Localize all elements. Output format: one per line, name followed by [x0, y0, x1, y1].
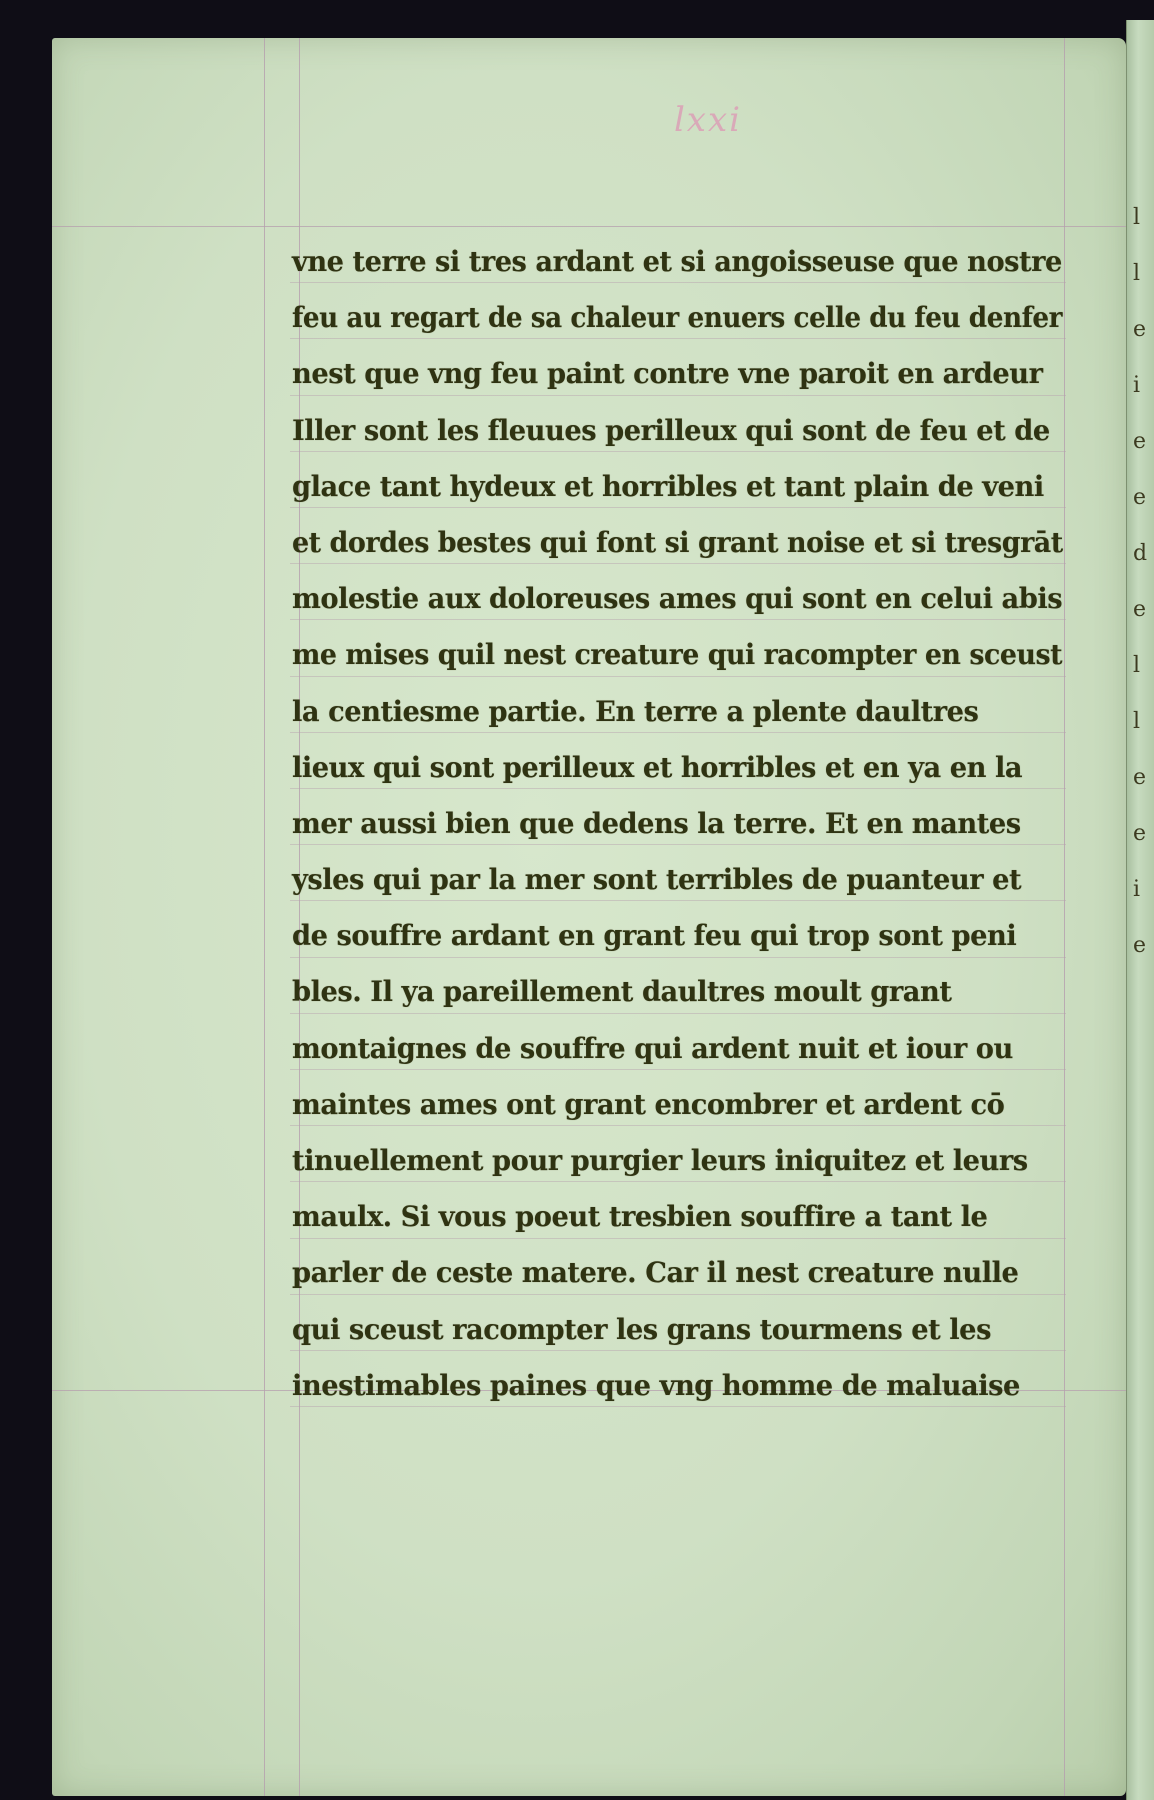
text-line: parler de ceste matere. Car il nest creature nulle	[292, 1256, 1019, 1290]
text-line: bles. Il ya pareillement daultres moult grant	[292, 975, 952, 1009]
text-line: molestie aux doloreuses ames qui sont en celui abis	[292, 582, 1063, 616]
text-line: la centiesme partie. En terre a plente daultres	[292, 694, 979, 728]
text-line: me mises quil nest creature qui racompter en sceust	[292, 638, 1063, 672]
text-line: nest que vng feu paint contre vne paroit en ardeur	[292, 357, 1043, 391]
adjacent-leaf-text: lleieedelleeie	[1133, 205, 1150, 958]
text-line: lieux qui sont perilleux et horribles et en ya en la	[292, 750, 1023, 784]
text-line: de souffre ardant en grant feu qui trop sont peni	[292, 919, 1017, 953]
ruling-left-outer	[264, 38, 265, 1796]
text-line: et dordes bestes qui font si grant noise et si tresgrāt	[292, 525, 1063, 559]
text-line: mer aussi bien que dedens la terre. Et en mantes	[292, 806, 1021, 840]
adjacent-leaf-edge	[1126, 20, 1154, 1800]
text-line: feu au regart de sa chaleur enuers celle du feu denfer	[292, 301, 1063, 335]
text-line: inestimables paines que vng homme de maluaise	[292, 1368, 1020, 1402]
text-line: vne terre si tres ardant et si angoisseuse que nostre	[292, 245, 1062, 278]
folio-number: lxxi	[673, 100, 743, 140]
text-line: montaignes de souffre qui ardent nuit et iour ou	[292, 1031, 1013, 1065]
text-line: qui sceust racompter les grans tourmens et les	[292, 1312, 991, 1346]
main-text-block	[292, 234, 1082, 1414]
text-line: ysles qui par la mer sont terribles de puanteur et	[292, 863, 1022, 897]
text-line: Iller sont les fleuues perilleux qui sont de feu et de	[292, 413, 1050, 447]
text-line: glace tant hydeux et horribles et tant plain de veni	[292, 469, 1044, 503]
text-line: tinuellement pour purgier leurs iniquitez et leurs	[292, 1144, 1028, 1177]
ruling-top	[52, 226, 1126, 227]
text-line: maintes ames ont grant encombrer et ardent cō	[292, 1087, 1005, 1121]
text-line: maulx. Si vous poeut tresbien souffire a tant le	[292, 1200, 988, 1234]
